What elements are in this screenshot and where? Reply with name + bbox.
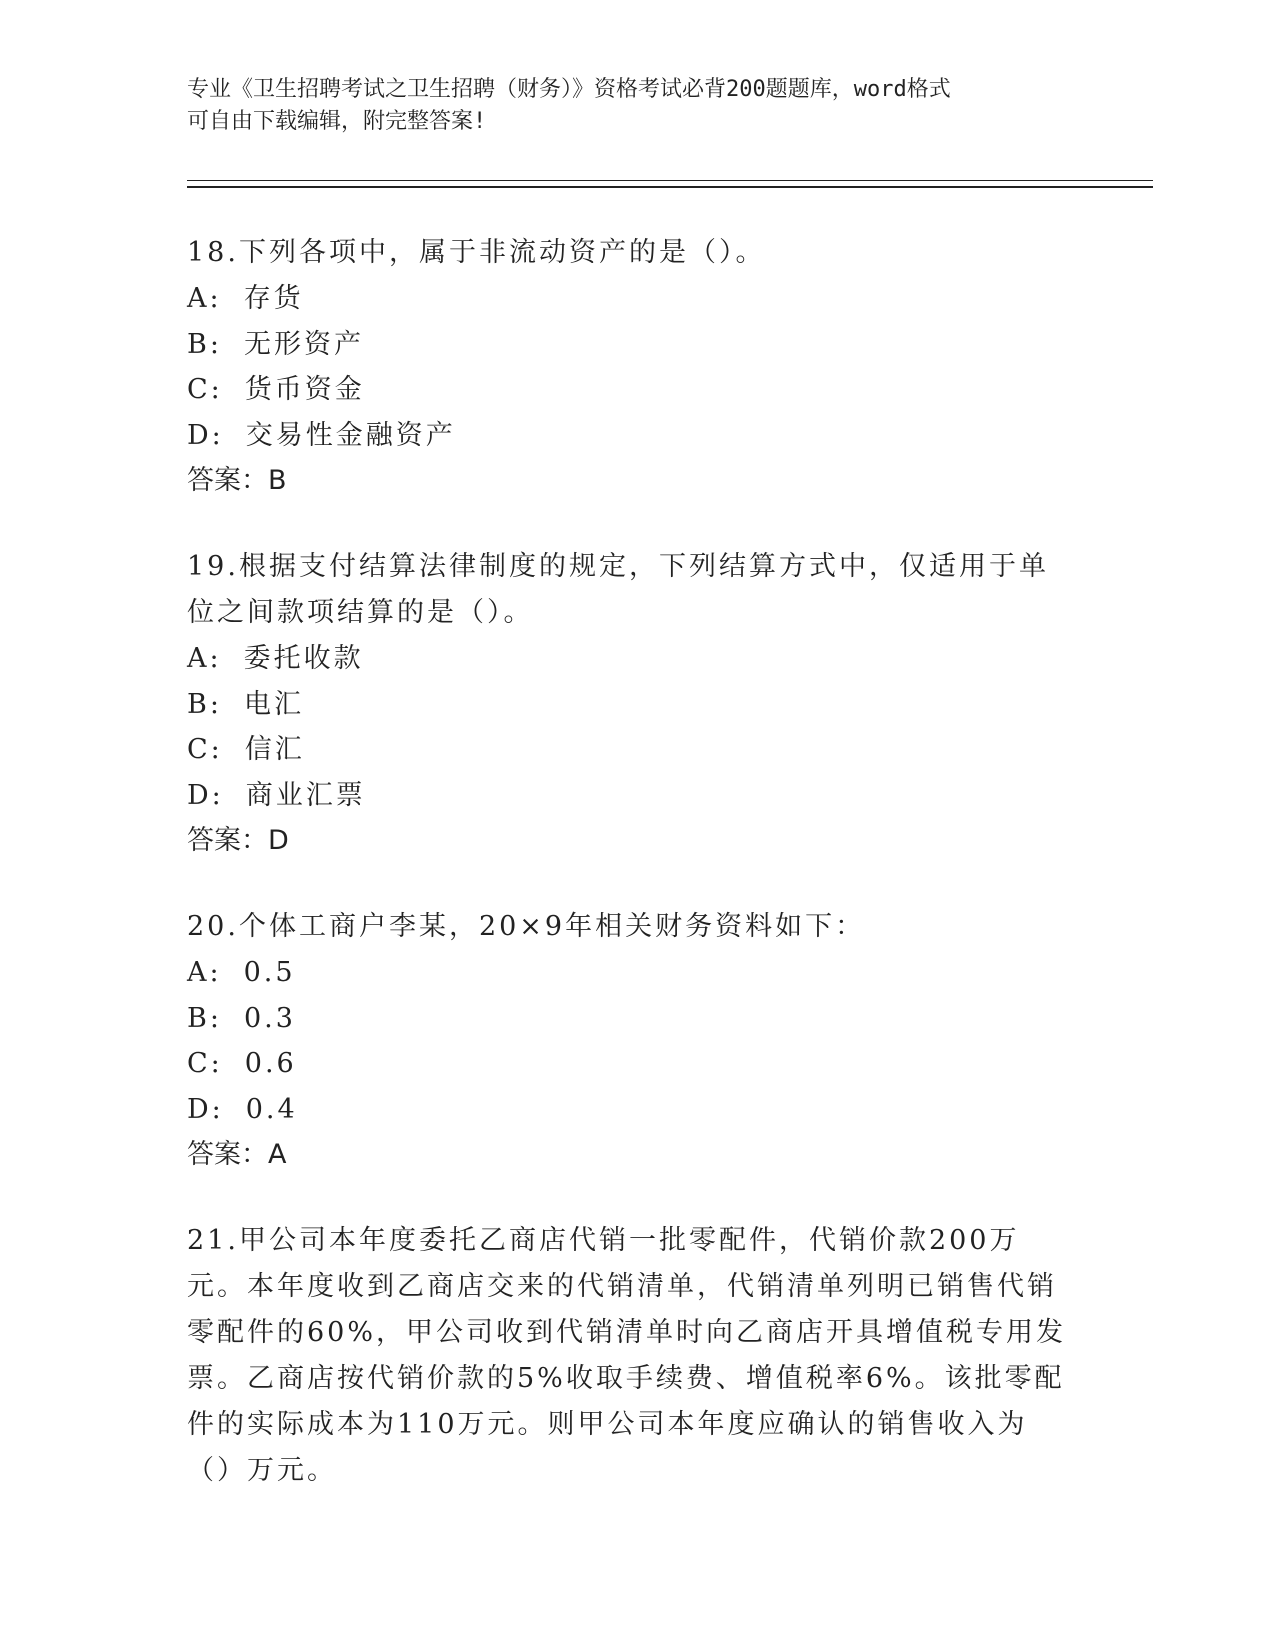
option-spacer [222,276,244,322]
answer-option [187,413,1067,459]
answer-option [187,322,1067,368]
option-spacer [224,413,246,459]
option-text: 无形资产 [243,328,364,360]
option-spacer [224,773,246,819]
option-text: 0.6 [244,1048,297,1079]
question-stem: 18.下列各项中，属于非流动资产的是（）。 [187,237,766,268]
option-text: 商业汇票 [245,779,366,811]
header-line-1: 专业《卫生招聘考试之卫生招聘（财务）》资格考试必背200题题库，word格式 [187,77,951,102]
answer-option [187,276,1067,322]
answer-key: 答案：A [187,1139,287,1170]
answer-option [187,1041,1067,1087]
header-divider [187,180,1153,181]
answer-key: 答案：D [187,825,289,856]
option-letter: D: [187,1093,224,1125]
option-letter: C: [187,734,223,765]
option-letter: B: [187,1002,222,1034]
option-text: 0.3 [243,1002,296,1034]
answer-option [187,636,1067,682]
question-block [187,904,1067,1178]
option-letter: D: [187,779,224,811]
option-text: 信汇 [244,734,305,765]
option-letter: C: [187,1048,223,1079]
answer-option [187,682,1067,728]
option-spacer [222,322,244,368]
option-letter: B: [187,328,222,360]
option-letter: D: [187,419,224,451]
header-divider-thick [187,186,1153,188]
document-header [187,74,1067,138]
option-letter: C: [187,374,223,405]
option-spacer [223,1041,245,1087]
option-text: 存货 [243,283,304,314]
answer-key: 答案：B [187,465,287,496]
option-text: 电汇 [243,688,304,720]
answer-option [187,727,1067,773]
option-text: 货币资金 [244,374,365,405]
option-letter: A: [187,957,222,988]
question-block [187,230,1067,504]
question-block [187,544,1067,864]
option-text: 0.5 [243,957,296,988]
question-block [187,1218,1067,1494]
header-line-2: 可自由下载编辑，附完整答案! [187,109,487,134]
answer-option [187,950,1067,996]
option-letter: B: [187,688,222,720]
answer-option [187,996,1067,1042]
question-stem: 19.根据支付结算法律制度的规定，下列结算方式中，仅适用于单位之间款项结算的是（）。 [187,551,1049,628]
option-text: 0.4 [245,1093,298,1125]
option-spacer [222,636,244,682]
answer-option [187,367,1067,413]
question-stem: 21.甲公司本年度委托乙商店代销一批零配件，代销价款200万元。本年度收到乙商店交来的代销清单，代销清单列明已销售代销零配件的60%，甲公司收到代销清单时向乙商店开具增值税专用发票。乙商店按代销价款的5%收取手续费、增值税率6%。该批零配件的实际成本为110万元。则甲公司本年度应确认的销售收入为（）万元。 [187,1225,1067,1486]
option-spacer [223,727,245,773]
option-text: 交易性金融资产 [245,419,456,451]
answer-option [187,773,1067,819]
option-letter: A: [187,643,222,674]
option-spacer [224,1087,246,1133]
option-letter: A: [187,283,222,314]
option-spacer [222,682,244,728]
option-spacer [223,367,245,413]
question-stem: 20.个体工商户李某，20×9年相关财务资料如下： [187,911,866,942]
answer-option [187,1087,1067,1133]
question-list [187,230,1067,1534]
option-text: 委托收款 [243,643,364,674]
option-spacer [222,996,244,1042]
option-spacer [222,950,244,996]
